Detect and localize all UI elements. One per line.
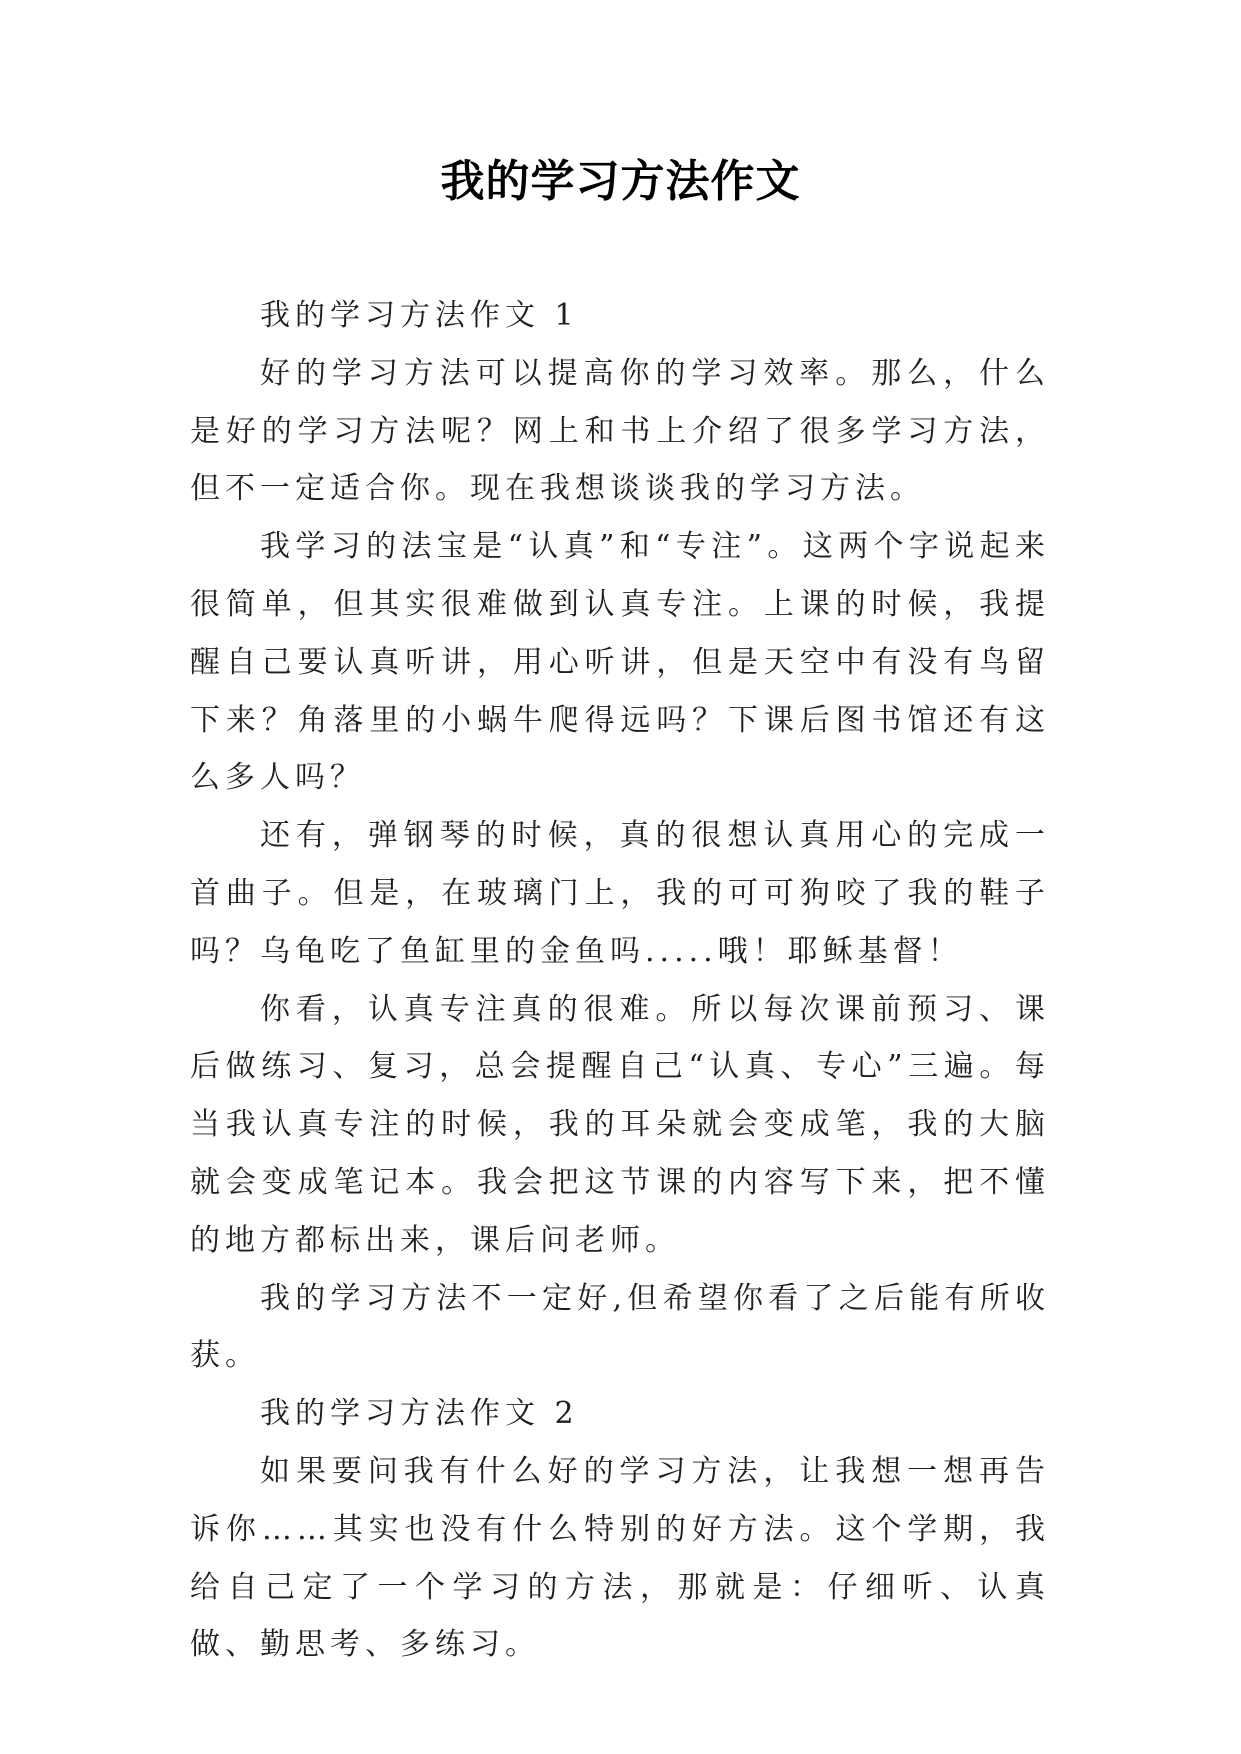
paragraph: 我学习的法宝是“认真”和“专注”。这两个字说起来很简单，但其实很难做到认真专注。上课的时候，我提醒自己要认真听讲，用心听讲，但是天空中有没有鸟留下来？角落里的小蜗牛爬得远吗？下课后图书馆还有这么多人吗？ — [190, 529, 1050, 796]
paragraph: 如果要问我有什么好的学习方法，让我想一想再告诉你……其实也没有什么特别的好方法。这个学期，我给自己定了一个学习的方法，那就是：仔细听、认真做、勤思考、多练习。 — [190, 1453, 1050, 1663]
paragraph: 还有，弹钢琴的时候，真的很想认真用心的完成一首曲子。但是，在玻璃门上，我的可可狗咬了我的鞋子吗？乌龟吃了鱼缸里的金鱼吗.....哦！耶稣基督！ — [190, 818, 1050, 969]
paragraph: 你看，认真专注真的很难。所以每次课前预习、课后做练习、复习，总会提醒自己“认真、专心”三遍。每当我认真专注的时候，我的耳朵就会变成笔，我的大脑就会变成笔记本。我会把这节课的内容写下来，把不懂的地方都标出来，课后问老师。 — [190, 991, 1050, 1258]
document-title: 我的学习方法作文 — [440, 156, 801, 207]
section-heading-1: 我的学习方法作文 1 — [260, 298, 579, 333]
section-heading-2: 我的学习方法作文 2 — [260, 1396, 579, 1432]
paragraph: 我的学习方法不一定好,但希望你看了之后能有所收获。 — [190, 1280, 1050, 1374]
document-body — [190, 287, 1050, 1674]
paragraph: 好的学习方法可以提高你的学习效率。那么，什么是好的学习方法呢？网上和书上介绍了很多学习方法，但不一定适合你。现在我想谈谈我的学习方法。 — [190, 355, 1050, 507]
